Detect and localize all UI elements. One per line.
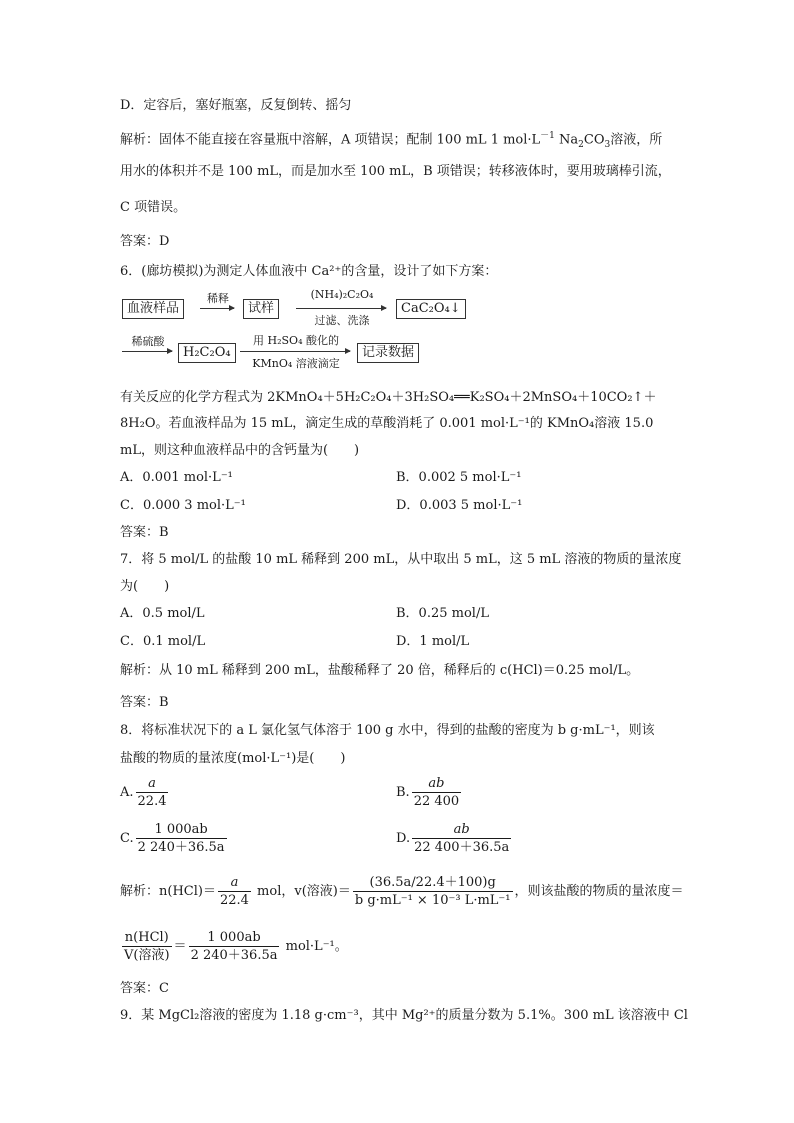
q5-answer: 答案：D xyxy=(120,234,170,249)
q8-option-c: C. $\frac{1 000ab}{2 240+36.5a}$ xyxy=(120,822,225,855)
flow-arrow2-bottom: 过滤、洗涤 xyxy=(314,314,370,327)
q8-analysis-line2: $\frac{\text{n(HCl)}}{\text{V(溶液)}}$ ＝ $\frac{1 000ab}{2 240+36.5a}$ mol·L⁻¹。 xyxy=(124,930,348,963)
option-d-text: D．定容后，塞好瓶塞，反复倒转、摇匀 xyxy=(120,98,352,113)
flow-box-h2c2o4: H₂C₂O₄ xyxy=(178,343,236,363)
q7-answer: 答案：B xyxy=(120,695,169,710)
q7-analysis: 解析：从 10 mL 稀释到 200 mL，盐酸稀释了 20 倍，稀释后的 c(HCl)＝0.25 mol/L。 xyxy=(120,663,640,678)
q5-analysis-line2: 用水的体积并不是 100 mL，而是加水至 100 mL，B 项错误；转移液体时，要用玻璃棒引流， xyxy=(120,164,671,179)
q7-option-a: A．0.5 mol/L xyxy=(120,606,205,621)
q8-option-b: B. $\frac{ab}{22 400}$ xyxy=(396,776,460,809)
q6-option-c: C．0.000 3 mol·L⁻¹ xyxy=(120,498,246,513)
q7-stem-line1: 7．将 5 mol/L 的盐酸 10 mL 稀释到 200 mL，从中取出 5 mL，这 5 mL 溶液的物质的量浓度 xyxy=(120,552,682,567)
flow-arrow3 xyxy=(122,351,172,352)
q7-option-b: B．0.25 mol/L xyxy=(396,606,489,621)
q6-equation-line2: 8H₂O。若血液样品为 15 mL，滴定生成的草酸消耗了 0.001 mol·L⁻¹的 KMnO₄溶液 15.0 xyxy=(120,416,654,431)
flow-arrow2 xyxy=(296,308,386,309)
q8-option-d: D. $\frac{ab}{22 400+36.5a}$ xyxy=(396,822,510,855)
q8-stem-line2: 盐酸的物质的量浓度(mol·L⁻¹)是( ) xyxy=(120,751,346,766)
q8-option-a: A. $\frac{a}{22.4}$ xyxy=(120,776,167,809)
q5-analysis-line3: C 项错误。 xyxy=(120,200,187,215)
flow-arrow4-top: 用 H₂SO₄ 酸化的 xyxy=(253,334,339,347)
q7-stem-line2: 为( ) xyxy=(120,579,170,594)
flow-arrow1 xyxy=(200,308,234,309)
q6-equation-line1: 有关反应的化学方程式为 2KMnO₄＋5H₂C₂O₄＋3H₂SO₄══K₂SO₄＋2MnSO₄＋10CO₂↑＋ xyxy=(120,390,657,405)
q6-equation-line3: mL，则这种血液样品中的含钙量为( ) xyxy=(120,443,360,458)
q7-option-c: C．0.1 mol/L xyxy=(120,634,206,649)
flow-box-record: 记录数据 xyxy=(357,343,419,363)
flow-box-cac2o4: CaC₂O₄↓ xyxy=(396,299,466,319)
q8-analysis-line1: 解析：n(HCl)＝ $\frac{a}{22.4}$ mol，v(溶液)＝ $\frac{(36.5a/22.4+100)g}{\text{b g·mL⁻¹ × 10⁻³ L·mL⁻¹}}$ ，则该盐酸的物质的量浓度＝ xyxy=(120,875,684,908)
q7-option-d: D．1 mol/L xyxy=(396,634,470,649)
q9-stem: 9．某 MgCl₂溶液的密度为 1.18 g·cm⁻³，其中 Mg²⁺的质量分数为 5.1%。300 mL 该溶液中 Cl xyxy=(120,1008,688,1023)
q6-stem: 6．(廊坊模拟)为测定人体血液中 Ca²⁺的含量，设计了如下方案： xyxy=(120,264,498,279)
q6-option-a: A．0.001 mol·L⁻¹ xyxy=(120,470,233,485)
flow-arrow3-label: 稀硫酸 xyxy=(131,335,165,348)
flow-arrow2-top: (NH₄)₂C₂O₄ xyxy=(310,288,374,301)
q6-answer: 答案：B xyxy=(120,525,169,540)
flow-arrow4 xyxy=(240,351,350,352)
q8-stem-line1: 8．将标准状况下的 a L 氯化氢气体溶于 100 g 水中，得到的盐酸的密度为 b g·mL⁻¹，则该 xyxy=(120,723,655,738)
q5-analysis-line1: 解析：固体不能直接在容量瓶中溶解，A 项错误；配制 100 mL 1 $mol\cdot L^{-1}$ $Na_2CO_3$溶液，所 xyxy=(120,131,663,150)
q8-answer: 答案：C xyxy=(120,981,169,996)
flow-arrow4-bottom: KMnO₄ 溶液滴定 xyxy=(252,357,340,370)
q6-option-b: B．0.002 5 mol·L⁻¹ xyxy=(396,470,522,485)
flow-arrow1-label: 稀释 xyxy=(207,292,229,305)
flow-box-sample: 试样 xyxy=(243,299,279,319)
q6-option-d: D．0.003 5 mol·L⁻¹ xyxy=(396,498,523,513)
flow-box-blood-sample: 血液样品 xyxy=(122,299,184,319)
